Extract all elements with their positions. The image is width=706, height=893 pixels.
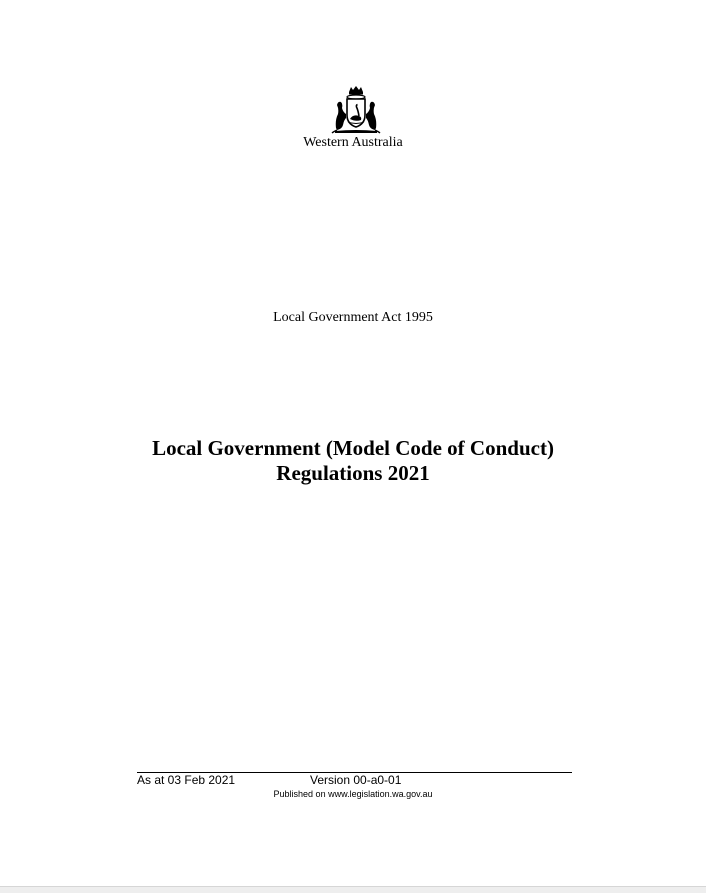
footer-as-at-date: As at 03 Feb 2021: [137, 773, 236, 787]
title-line-2: Regulations 2021: [276, 461, 430, 485]
act-name: Local Government Act 1995: [273, 310, 433, 325]
title-line-1: Local Government (Model Code of Conduct): [152, 436, 554, 460]
jurisdiction-label: Western Australia: [303, 135, 403, 150]
footer-version: Version 00-a0-01: [310, 773, 402, 787]
regulations-title: [0, 436, 706, 486]
footer-published-note: Published on www.legislation.wa.gov.au: [273, 789, 433, 799]
wa-coat-of-arms-icon: [331, 84, 381, 134]
